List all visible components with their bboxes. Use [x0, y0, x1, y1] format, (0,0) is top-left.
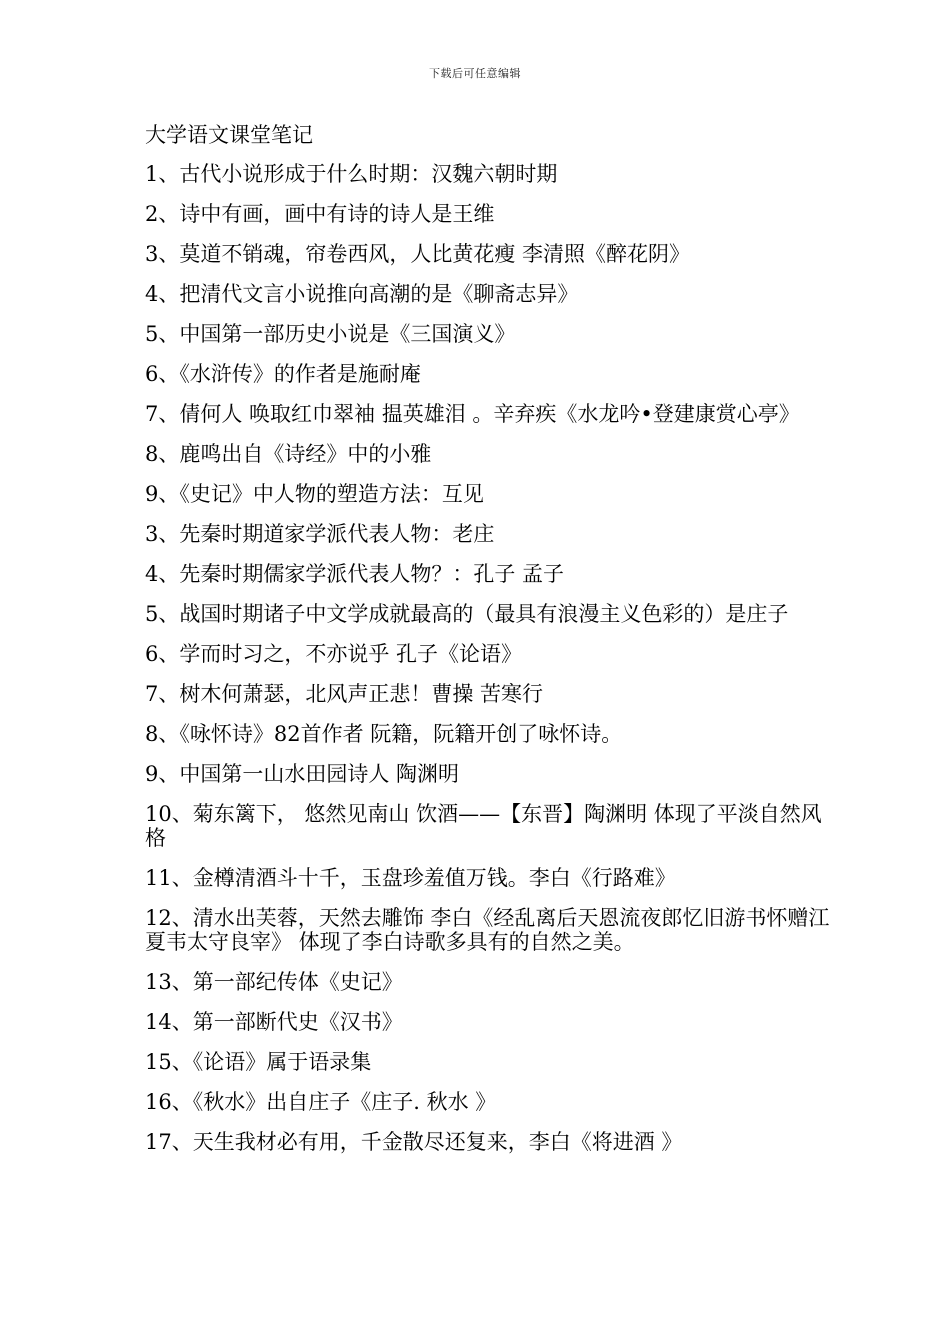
note-item-20: 13、第一部纪传体《史记》	[145, 970, 403, 994]
note-item-16: 9、中国第一山水田园诗人 陶渊明	[145, 762, 460, 786]
note-item-8: 8、鹿鸣出自《诗经》中的小雅	[145, 442, 432, 466]
note-item-13: 6、学而时习之，不亦说乎 孔子《论语》	[145, 642, 523, 666]
note-item-7: 7、倩何人 唤取红巾翠袖 揾英雄泪 。辛弃疾《水龙吟•登建康赏心亭》	[145, 402, 800, 426]
note-item-1: 1、古代小说形成于什么时期：汉魏六朝时期	[145, 162, 558, 186]
note-item-15: 8、《咏怀诗》82首作者 阮籍，阮籍开创了咏怀诗。	[145, 722, 623, 746]
note-list	[145, 162, 835, 1154]
note-item-12: 5、战国时期诸子中文学成就最高的（最具有浪漫主义色彩的）是庄子	[145, 602, 789, 626]
note-item-9: 9、《史记》中人物的塑造方法：互见	[145, 482, 484, 506]
note-item-6: 6、《水浒传》的作者是施耐庵	[145, 362, 421, 386]
note-item-10: 3、先秦时期道家学派代表人物：老庄	[145, 522, 495, 546]
note-item-4: 4、把清代文言小说推向高潮的是《聊斋志异》	[145, 282, 579, 306]
note-item-3: 3、莫道不销魂，帘卷西风，人比黄花瘦 李清照《醉花阴》	[145, 242, 691, 266]
document-title: 大学语文课堂笔记	[145, 123, 313, 147]
note-item-22: 15、《论语》属于语录集	[145, 1050, 372, 1074]
note-item-14: 7、树木何萧瑟，北风声正悲！曹操 苦寒行	[145, 682, 544, 706]
note-item-11: 4、先秦时期儒家学派代表人物？：孔子 孟子	[145, 562, 565, 586]
document-body	[145, 122, 835, 1170]
note-item-2: 2、诗中有画，画中有诗的诗人是王维	[145, 202, 495, 226]
page-header-caption: 下载后可任意编辑	[429, 67, 521, 80]
note-item-19: 12、清水出芙蓉，天然去雕饰 李白《经乱离后天恩流夜郎忆旧游书怀赠江夏韦太守良宰》 体现了李白诗歌多具有的自然之美。	[145, 906, 830, 954]
note-item-17: 10、菊东篱下， 悠然见南山 饮酒——【东晋】陶渊明 体现了平淡自然风格	[145, 802, 822, 850]
note-item-18: 11、金樽清酒斗十千，玉盘珍羞值万钱。李白《行路难》	[145, 866, 676, 890]
note-item-21: 14、第一部断代史《汉书》	[145, 1010, 403, 1034]
note-item-23: 16、《秋水》出自庄子《庄子. 秋水 》	[145, 1090, 497, 1114]
note-item-5: 5、中国第一部历史小说是《三国演义》	[145, 322, 516, 346]
note-item-24: 17、天生我材必有用，千金散尽还复来，李白《将进酒 》	[145, 1130, 683, 1154]
